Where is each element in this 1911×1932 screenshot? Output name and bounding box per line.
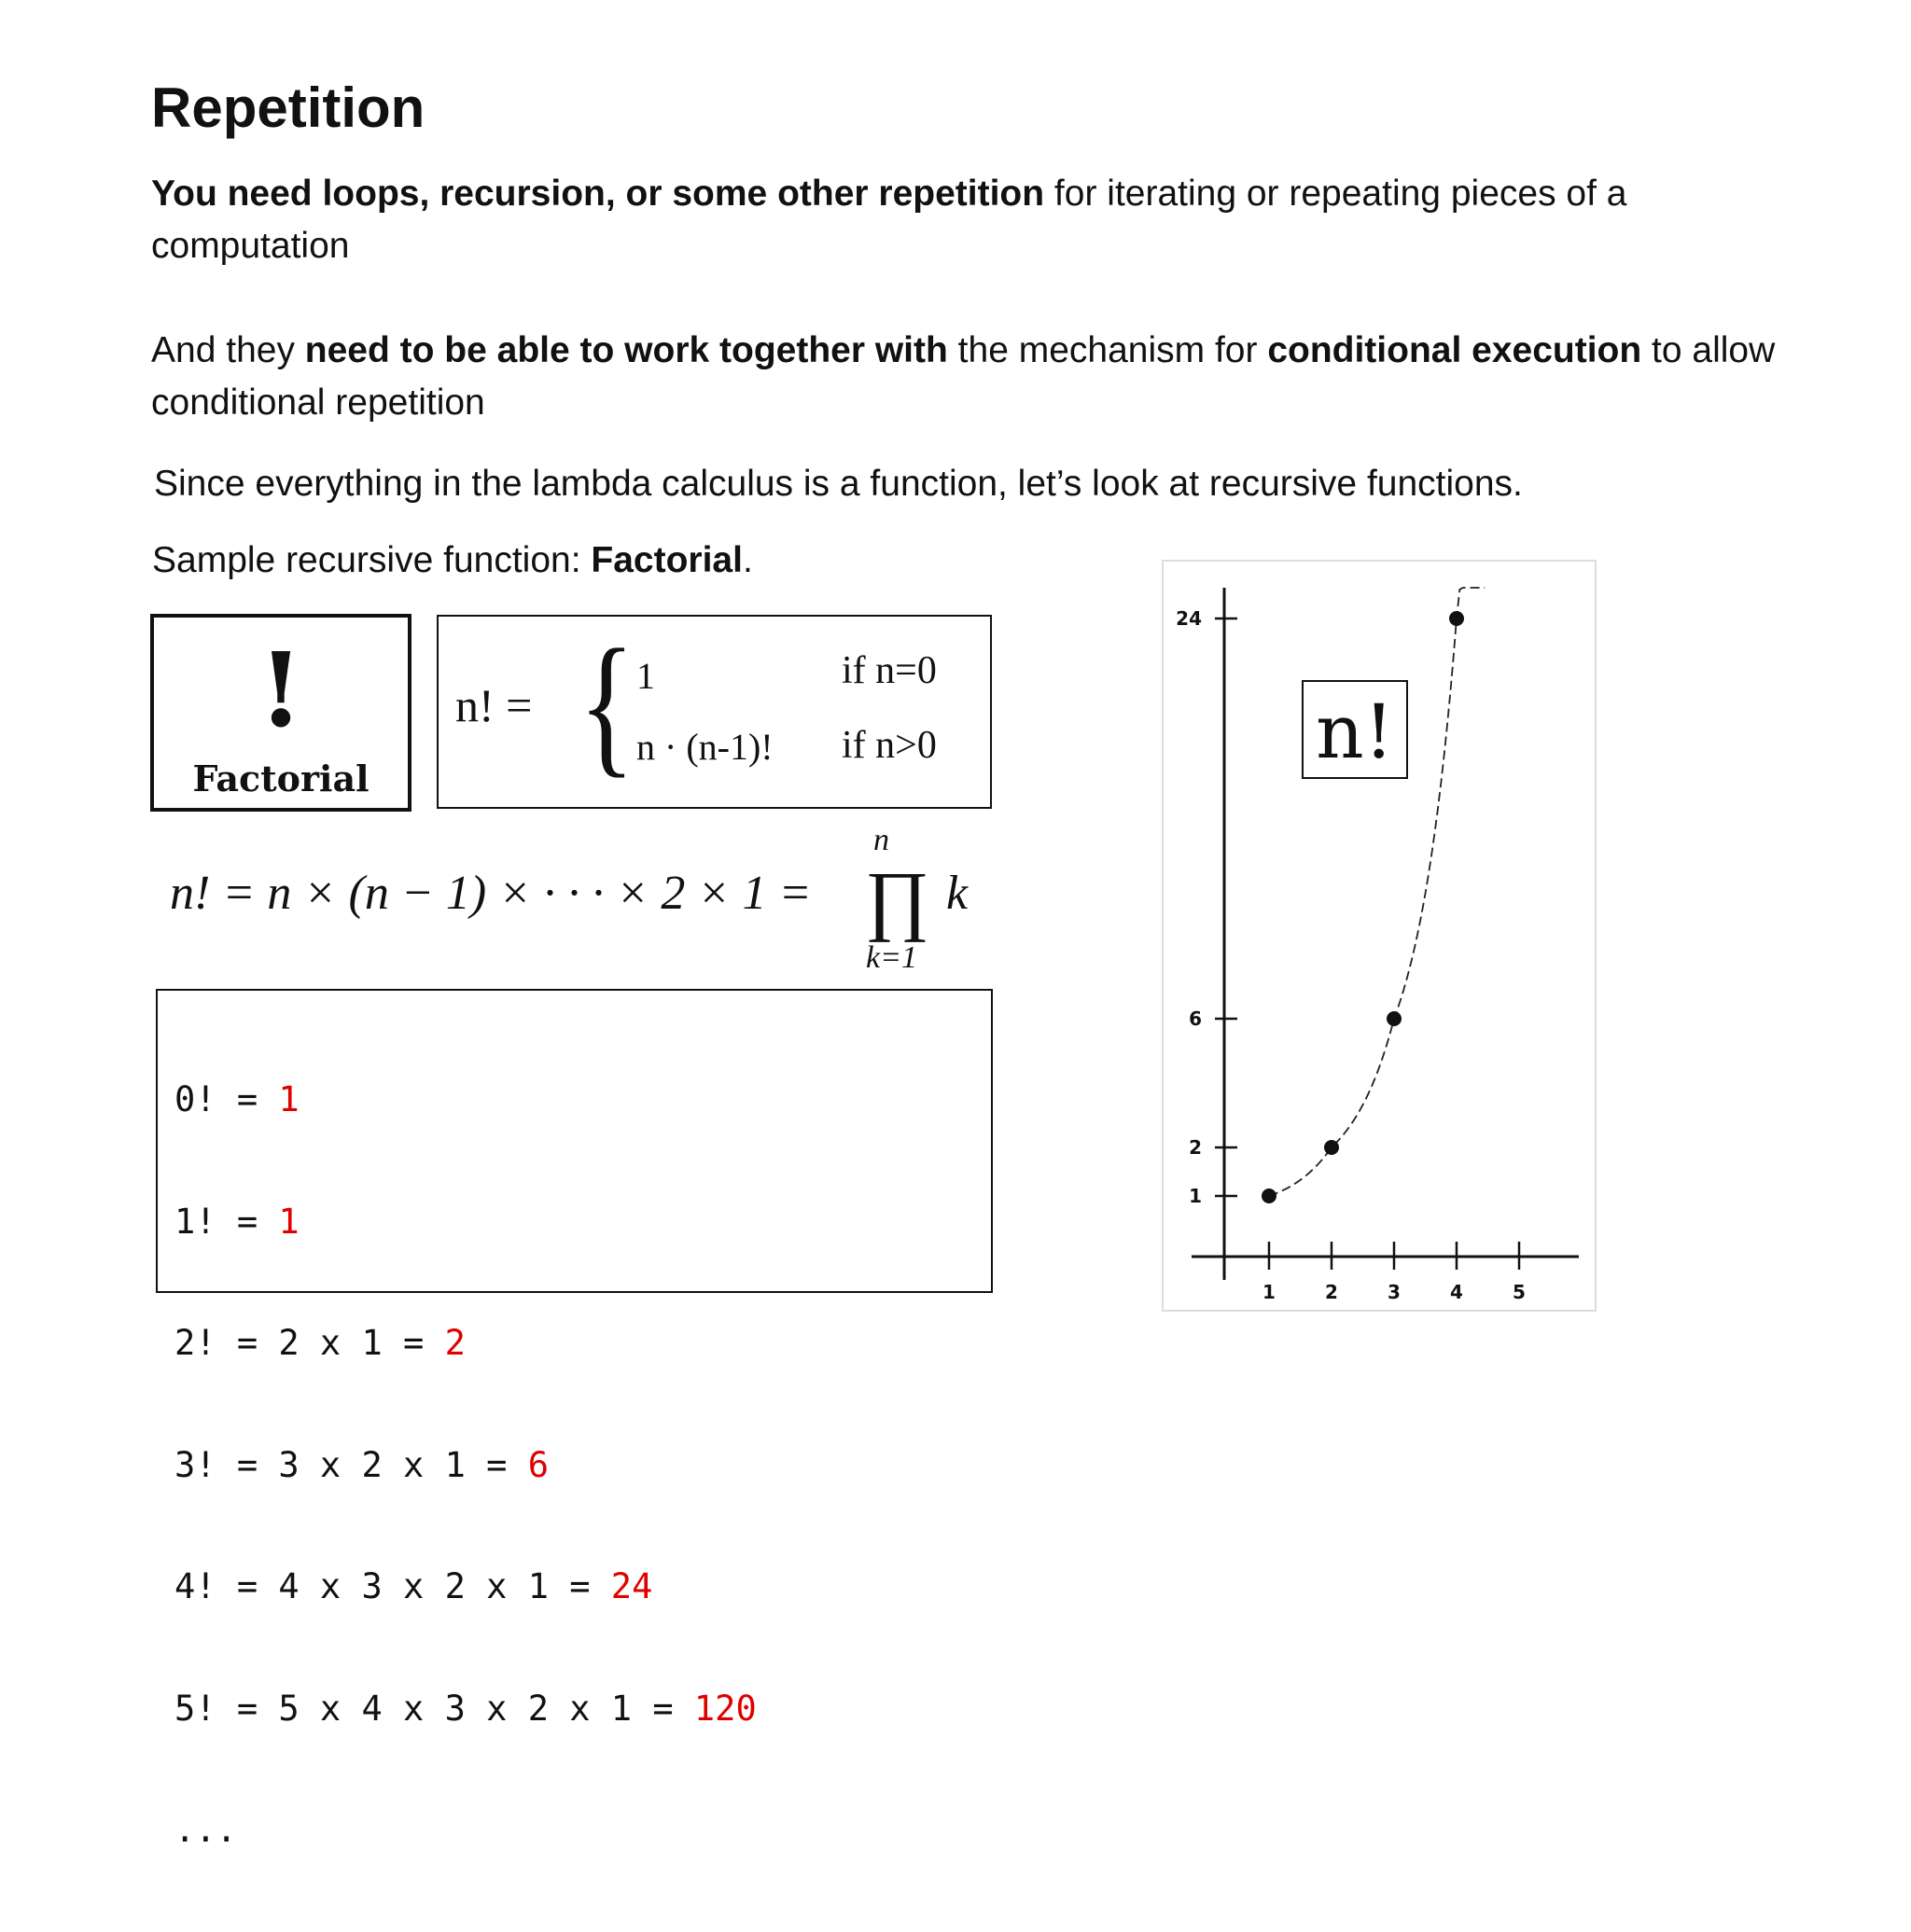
factorial-logo-label: Factorial bbox=[192, 758, 370, 799]
paragraph-sample bbox=[152, 535, 1179, 587]
formula-lhs: n! = n × (n − 1) × · · · × 2 × 1 = bbox=[170, 867, 812, 920]
text-segment: Sample recursive function: bbox=[152, 540, 592, 580]
y-tick-label: 2 bbox=[1189, 1136, 1202, 1159]
data-point bbox=[1262, 1188, 1276, 1203]
case1-value: 1 bbox=[636, 655, 655, 697]
code-result: 24 bbox=[610, 1566, 653, 1606]
paragraph-lambda: Since everything in the lambda calculus is a function, let’s look at recursive functions. bbox=[154, 464, 1523, 504]
data-point bbox=[1449, 611, 1464, 626]
text-loops-rest: for iterating or repeating pieces of a computation bbox=[151, 174, 1627, 266]
code-expr: 0! = bbox=[174, 1079, 279, 1119]
code-line bbox=[174, 1323, 757, 1364]
x-tick-label: 3 bbox=[1388, 1281, 1401, 1303]
code-result: 1 bbox=[278, 1201, 300, 1242]
x-tick-label: 2 bbox=[1325, 1281, 1338, 1303]
factorial-chart-svg bbox=[1164, 562, 1595, 1310]
product-symbol: ∏ bbox=[865, 856, 930, 943]
chart-title: n! bbox=[1316, 688, 1394, 775]
code-result: 6 bbox=[527, 1444, 549, 1485]
emphasis-loops: You need loops, recursion, or some other repetition bbox=[151, 174, 1045, 214]
code-expr: 4! = 4 x 3 x 2 x 1 = bbox=[174, 1566, 611, 1606]
text-segment: And they bbox=[151, 330, 305, 370]
x-tick-label: 4 bbox=[1450, 1281, 1463, 1303]
data-point bbox=[1387, 1011, 1402, 1026]
product-formula bbox=[170, 817, 1010, 985]
emphasis-factorial: Factorial bbox=[591, 540, 743, 580]
exclamation-icon: ! bbox=[258, 630, 304, 750]
series-curve bbox=[1269, 588, 1485, 1196]
code-expr: 5! = 5 x 4 x 3 x 2 x 1 = bbox=[174, 1688, 694, 1729]
paragraph-loops bbox=[151, 168, 1812, 272]
emphasis-work-together: need to be able to work together with bbox=[304, 330, 948, 370]
code-expr: ... bbox=[174, 1810, 237, 1850]
text-segment: . bbox=[742, 540, 753, 580]
y-tick-label: 24 bbox=[1176, 607, 1202, 630]
code-expr: 3! = 3 x 2 x 1 = bbox=[174, 1444, 528, 1485]
factorial-chart bbox=[1162, 560, 1597, 1312]
case2-value: n · (n-1)! bbox=[636, 726, 774, 768]
code-line bbox=[174, 1689, 757, 1730]
case2-condition: if n>0 bbox=[842, 724, 937, 767]
factorial-examples bbox=[156, 989, 993, 1850]
code-line bbox=[174, 1810, 757, 1851]
data-point bbox=[1324, 1140, 1339, 1155]
code-result: 2 bbox=[444, 1323, 466, 1363]
product-term: k bbox=[946, 867, 969, 920]
piecewise-definition bbox=[437, 615, 992, 809]
code-line bbox=[174, 1566, 757, 1607]
piecewise-lhs: n! = bbox=[455, 679, 533, 731]
y-tick-label: 1 bbox=[1189, 1185, 1202, 1207]
product-lower-bound: k=1 bbox=[866, 940, 918, 975]
case1-condition: if n=0 bbox=[842, 649, 937, 692]
product-upper-bound: n bbox=[873, 823, 889, 857]
text-segment: to allow conditional repetition bbox=[151, 330, 1776, 423]
code-result: 120 bbox=[693, 1688, 757, 1729]
code-line bbox=[174, 1445, 757, 1486]
factorial-logo bbox=[150, 614, 411, 812]
x-tick-label: 1 bbox=[1262, 1281, 1276, 1303]
paragraph-conditional bbox=[151, 325, 1831, 429]
y-tick-label: 6 bbox=[1189, 1008, 1202, 1030]
piecewise-brace: { bbox=[579, 618, 635, 791]
code-lines bbox=[174, 998, 757, 1932]
page-title: Repetition bbox=[151, 76, 425, 139]
x-tick-label: 5 bbox=[1513, 1281, 1526, 1303]
code-expr: 1! = bbox=[174, 1201, 279, 1242]
code-expr: 2! = 2 x 1 = bbox=[174, 1323, 445, 1363]
code-line bbox=[174, 1202, 757, 1243]
code-result: 1 bbox=[278, 1079, 300, 1119]
emphasis-conditional-execution: conditional execution bbox=[1267, 330, 1642, 370]
text-segment: the mechanism for bbox=[947, 330, 1268, 370]
code-line bbox=[174, 1079, 757, 1120]
